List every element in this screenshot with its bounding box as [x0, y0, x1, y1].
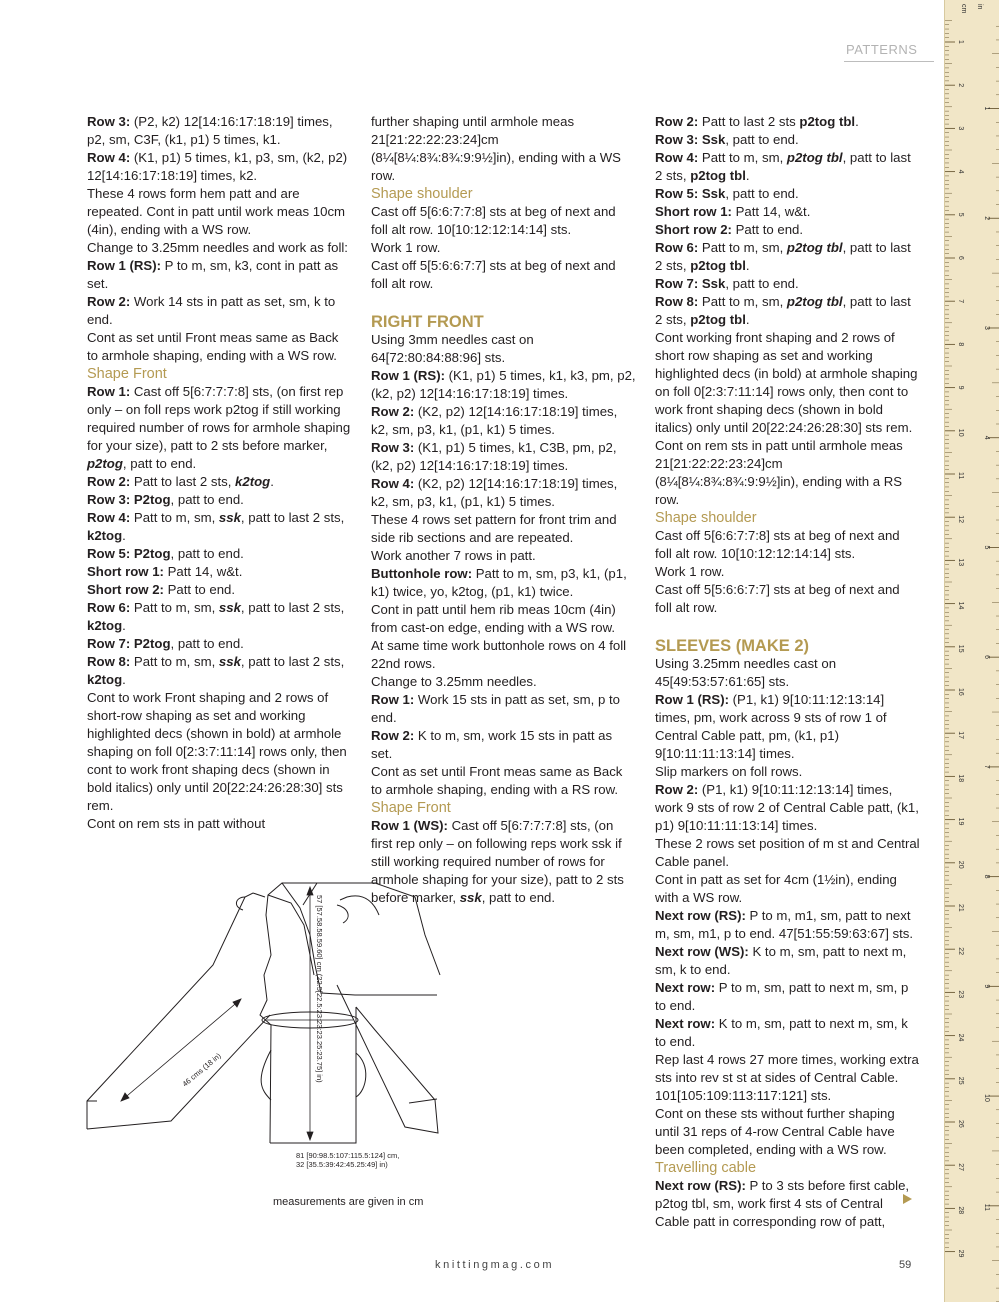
- width-measurement-line1: 81 [90:98.5:107:115.5:124] cm,: [296, 1151, 400, 1160]
- ruler-cm-label: 29: [957, 1249, 964, 1258]
- pattern-instruction: Buttonhole row: Patt to m, sm, p3, k1, (p1, k1) twice, yo, k2tog, (p1, k1) twice.: [371, 566, 627, 599]
- pattern-instruction: Cont as set until Front meas same as Back to armhole shaping, ending with a RS row.: [371, 764, 623, 797]
- ruler-inch-label: in: [976, 4, 983, 10]
- pattern-instruction: Row 1 (RS): (K1, p1) 5 times, k1, k3, pm, p2, (k2, p2) 12[14:16:17:18:19] times.: [371, 368, 636, 401]
- pattern-instruction: These 4 rows set pattern for front trim and side rib sections and are repeated.: [371, 512, 617, 545]
- subsection-heading: Shape Front: [87, 366, 167, 382]
- pattern-instruction: Cont as set until Front meas same as Back to armhole shaping, ending with a WS row.: [87, 330, 339, 363]
- column-2: [371, 113, 636, 907]
- pattern-instruction: Row 6: Patt to m, sm, p2tog tbl, patt to last 2 sts, p2tog tbl.: [655, 240, 911, 273]
- pattern-instruction: Next row (WS): K to m, sm, patt to next m, sm, k to end.: [655, 944, 907, 977]
- pattern-instruction: Short row 1: Patt 14, w&t.: [655, 204, 811, 219]
- section-spacer: [371, 293, 636, 303]
- pattern-instruction: Using 3mm needles cast on 64[72:80:84:88:96] sts.: [371, 332, 534, 365]
- ruler-inch-number: 3: [983, 325, 990, 330]
- section-spacer: [655, 617, 920, 627]
- pattern-instruction: Row 2: K to m, sm, work 15 sts in patt as set.: [371, 728, 613, 761]
- page-number: 59: [899, 1259, 912, 1271]
- ruler-cm-label: 16: [957, 688, 964, 696]
- diagram-caption: measurements are given in cm: [273, 1196, 424, 1208]
- subsection-heading: Shape Front: [371, 800, 451, 816]
- pattern-instruction: Row 4: (K2, p2) 12[14:16:17:18:19] times, k2, sm, p3, k1, (p1, k1) 5 times.: [371, 476, 618, 509]
- ruler-cm-label: 15: [957, 644, 964, 653]
- header-rule: [844, 61, 934, 62]
- width-measurement-line2: 32 [35.5:39:42:45.25:49] in): [296, 1160, 388, 1169]
- pattern-instruction: Row 1 (RS): P to m, sm, k3, cont in patt as set.: [87, 258, 339, 291]
- ruler-cm-label: 5: [957, 212, 964, 217]
- ruler-cm-label: 24: [957, 1033, 964, 1042]
- length-measurement-label: 57 [57.58.58.59.60] cm (22.5[22.5:23:23:23.25:23.75] in): [315, 895, 324, 1083]
- pattern-instruction: Row 3: (P2, k2) 12[14:16:17:18:19] times, p2, sm, C3F, (k1, p1) 5 times, k1.: [87, 114, 333, 147]
- ruler-cm-label: 27: [957, 1163, 964, 1171]
- pattern-instruction: Cast off 5[6:6:7:7:8] sts at beg of next and foll alt row. 10[10:12:12:14:14] sts.: [655, 528, 900, 561]
- column-1: [87, 113, 352, 833]
- ruler-inch-number: 5: [983, 545, 990, 550]
- ruler-cm-label: 10: [957, 428, 964, 437]
- subsection-heading: Travelling cable: [655, 1160, 757, 1176]
- header-section-label: PATTERNS: [846, 42, 918, 57]
- pattern-instruction: Next row: K to m, sm, patt to next m, sm, k to end.: [655, 1016, 908, 1049]
- ruler-cm-label: 21: [957, 904, 964, 912]
- subsection-heading: Shape shoulder: [655, 510, 757, 526]
- width-measurement-label: [296, 1151, 399, 1169]
- pattern-instruction: At same time work buttonhole rows on 4 foll 22nd rows.: [371, 638, 627, 671]
- pattern-instruction: Row 4: (K1, p1) 5 times, k1, p3, sm, (k2, p2) 12[14:16:17:18:19] times, k2.: [87, 150, 348, 183]
- ruler-cm-label: 22: [957, 947, 964, 955]
- ruler-cm-label: 11: [957, 472, 964, 480]
- pattern-instruction: Short row 2: Patt to end.: [655, 222, 804, 237]
- ruler-cm-label: 3: [957, 126, 964, 131]
- pattern-instruction: Row 5: P2tog, patt to end.: [87, 546, 244, 561]
- continue-arrow-icon: [903, 1194, 912, 1204]
- pattern-instruction: Row 7: Ssk, patt to end.: [655, 276, 799, 291]
- pattern-instruction: Row 2: Patt to last 2 sts p2tog tbl.: [655, 114, 859, 129]
- ruler-inch-number: 8: [983, 874, 990, 879]
- ruler-inch-number: 9: [983, 984, 990, 989]
- pattern-instruction: Using 3.25mm needles cast on 45[49:53:57:61:65] sts.: [655, 656, 837, 689]
- pattern-instruction: Short row 2: Patt to end.: [87, 582, 236, 597]
- ruler-inch-number: 7: [983, 764, 990, 769]
- ruler-cm-label: 17: [957, 731, 964, 739]
- pattern-instruction: Cont on rem sts in patt without: [87, 816, 266, 831]
- pattern-instruction: Row 1: Work 15 sts in patt as set, sm, p to end.: [371, 692, 620, 725]
- pattern-instruction: Work another 7 rows in patt.: [371, 548, 536, 563]
- pattern-instruction: Row 8: Patt to m, sm, p2tog tbl, patt to last 2 sts, p2tog tbl.: [655, 294, 911, 327]
- pattern-instruction: Cont working front shaping and 2 rows of short row shaping as set and working highlighted decs (in bold) at armhole shaping on foll 0[2:3:7:11:14] rows only, then cont to work front shaping decs (shown in bold italics) only until 20[22:24:26:28:30] sts rem.: [655, 330, 918, 435]
- ruler-cm-label: 7: [957, 299, 964, 304]
- pattern-instruction: Slip markers on foll rows.: [655, 764, 803, 779]
- pattern-instruction: Row 3: P2tog, patt to end.: [87, 492, 244, 507]
- ruler-cm-label: 19: [957, 817, 964, 826]
- pattern-instruction: Row 6: Patt to m, sm, ssk, patt to last 2 sts, k2tog.: [87, 600, 345, 633]
- ruler-unit-label: cm: [960, 4, 967, 14]
- pattern-instruction: Row 5: Ssk, patt to end.: [655, 186, 799, 201]
- pattern-instruction: Row 3: (K1, p1) 5 times, k1, C3B, pm, p2, (k2, p2) 12[14:16:17:18:19] times.: [371, 440, 617, 473]
- section-heading: RIGHT FRONT: [371, 313, 484, 331]
- pattern-instruction: Row 2: (K2, p2) 12[14:16:17:18:19] times, k2, sm, p3, k1, (p1, k1) 5 times.: [371, 404, 618, 437]
- ruler-inch-number: 6: [983, 655, 990, 660]
- ruler-cm-label: 18: [957, 774, 964, 783]
- pattern-instruction: Row 2: Patt to last 2 sts, k2tog.: [87, 474, 274, 489]
- pattern-instruction: Cont in patt until hem rib meas 10cm (4in) from cast-on edge, ending with a WS row.: [371, 602, 616, 635]
- pattern-instruction: Cast off 5[5:6:6:7:7] sts at beg of next and foll alt row.: [655, 582, 900, 615]
- ruler-cm-label: 12: [957, 515, 964, 523]
- pattern-instruction: Row 2: (P1, k1) 9[10:11:12:13:14] times, work 9 sts of row 2 of Central Cable patt, (k1, p1) 9[10:11:11:13:14] times.: [655, 782, 919, 833]
- pattern-instruction: Cont on these sts without further shaping until 31 reps of 4-row Central Cable have been completed, ending with a WS row.: [655, 1106, 895, 1157]
- ruler-cm-label: 28: [957, 1206, 964, 1215]
- sleeve-measurement-label: 46 cms (18 in): [180, 1051, 223, 1089]
- pattern-instruction: Next row (RS): P to m, m1, sm, patt to next m, sm, m1, p to end. 47[51:55:59:63:67] sts.: [655, 908, 914, 941]
- ruler-cm-label: 6: [957, 256, 964, 260]
- pattern-instruction: Row 4: Patt to m, sm, ssk, patt to last 2 sts, k2tog.: [87, 510, 345, 543]
- pattern-instruction: Cast off 5[6:6:7:7:8] sts at beg of next and foll alt row. 10[10:12:12:14:14] sts.: [371, 204, 616, 237]
- garment-schematic: [85, 875, 455, 1165]
- ruler-cm-label: 1: [957, 40, 964, 44]
- pattern-instruction: Work 1 row.: [655, 564, 725, 579]
- ruler-cm-label: 9: [957, 385, 964, 390]
- ruler-cm-label: 14: [957, 601, 964, 610]
- pattern-instruction: further shaping until armhole meas 21[21:22:22:23:24]cm (8¼[8¼:8¾:8¾:9:9½]in), ending with a WS row.: [371, 114, 621, 183]
- ruler-cm-label: 2: [957, 83, 964, 88]
- pattern-instruction: Row 7: P2tog, patt to end.: [87, 636, 244, 651]
- pattern-instruction: Row 3: Ssk, patt to end.: [655, 132, 799, 147]
- ruler-cm-label: 23: [957, 990, 964, 999]
- pattern-instruction: Next row: P to m, sm, patt to next m, sm, p to end.: [655, 980, 909, 1013]
- ruler-cm-label: 13: [957, 558, 964, 567]
- ruler-inch-number: 11: [983, 1203, 990, 1212]
- column-3: [655, 113, 920, 1231]
- ruler-cm-label: 4: [957, 169, 964, 174]
- ruler-inch-number: 1: [983, 106, 990, 111]
- pattern-instruction: These 4 rows form hem patt and are repeated. Cont in patt until work meas 10cm (4in), ending with a WS row.: [87, 186, 346, 237]
- pattern-instruction: Work 1 row.: [371, 240, 441, 255]
- pattern-instruction: Row 8: Patt to m, sm, ssk, patt to last 2 sts, k2tog.: [87, 654, 345, 687]
- pattern-instruction: Change to 3.25mm needles and work as foll:: [87, 240, 348, 255]
- pattern-instruction: Row 1 (RS): (P1, k1) 9[10:11:12:13:14] times, pm, work across 9 sts of row 1 of Central Cable patt, pm, (k1, p1) 9[10:11:11:13:14] times.: [655, 692, 887, 761]
- pattern-instruction: Cont on rem sts in patt until armhole meas 21[21:22:22:23:24]cm (8¼[8¼:8¾:8¾:9:9½]in), ending with a RS row.: [655, 438, 903, 507]
- pattern-instruction: Row 2: Work 14 sts in patt as set, sm, k to end.: [87, 294, 336, 327]
- pattern-instruction: Cont in patt as set for 4cm (1½in), ending with a WS row.: [655, 872, 897, 905]
- pattern-instruction: Row 1 (WS): Cast off 5[6:7:7:7:8] sts, (on first rep only – on following reps work ssk if still working required number of rows for armhole shaping for your size), patt to 2 sts before marker, ssk, patt to end.: [371, 818, 624, 905]
- ruler-inch-number: 2: [983, 216, 990, 221]
- pattern-instruction: Cast off 5[5:6:6:7:7] sts at beg of next and foll alt row.: [371, 258, 616, 291]
- pattern-instruction: These 2 rows set position of m st and Central Cable panel.: [655, 836, 920, 869]
- pattern-instruction: Change to 3.25mm needles.: [371, 674, 537, 689]
- section-heading: SLEEVES (MAKE 2): [655, 637, 810, 655]
- pattern-instruction: Cont to work Front shaping and 2 rows of short-row shaping as set and working highlighted decs (shown in bold) at armhole shaping on foll 0[2:3:7:11:14] rows only, then cont to work front shaping decs (shown in bold italics) only until 20[22:24:26:28:30] sts rem.: [87, 690, 347, 813]
- pattern-instruction: Rep last 4 rows 27 more times, working extra sts into rev st st at sides of Central Cable. 101[105:109:113:117:121] sts.: [655, 1052, 919, 1103]
- ruler-cm-label: 26: [957, 1120, 964, 1128]
- measuring-ruler: [944, 0, 999, 1302]
- ruler-cm-label: 25: [957, 1076, 964, 1085]
- pattern-instruction: Row 1: Cast off 5[6:7:7:7:8] sts, (on first rep only – on foll reps work p2tog if still working required number of rows for armhole shaping for your size), patt to 2 sts before marker, p2tog, patt to end.: [87, 384, 351, 471]
- pattern-instruction: Short row 1: Patt 14, w&t.: [87, 564, 243, 579]
- ruler-inch-number: 4: [983, 435, 990, 440]
- ruler-cm-label: 8: [957, 342, 964, 347]
- pattern-instruction: Row 4: Patt to m, sm, p2tog tbl, patt to last 2 sts, p2tog tbl.: [655, 150, 911, 183]
- ruler-cm-label: 20: [957, 860, 964, 869]
- footer-website: knittingmag.com: [435, 1259, 555, 1271]
- ruler-inch-number: 10: [983, 1094, 990, 1102]
- pattern-instruction: Next row (RS): P to 3 sts before first cable, p2tog tbl, sm, work first 4 sts of Central Cable patt in corresponding row of patt,: [655, 1178, 910, 1229]
- subsection-heading: Shape shoulder: [371, 186, 473, 202]
